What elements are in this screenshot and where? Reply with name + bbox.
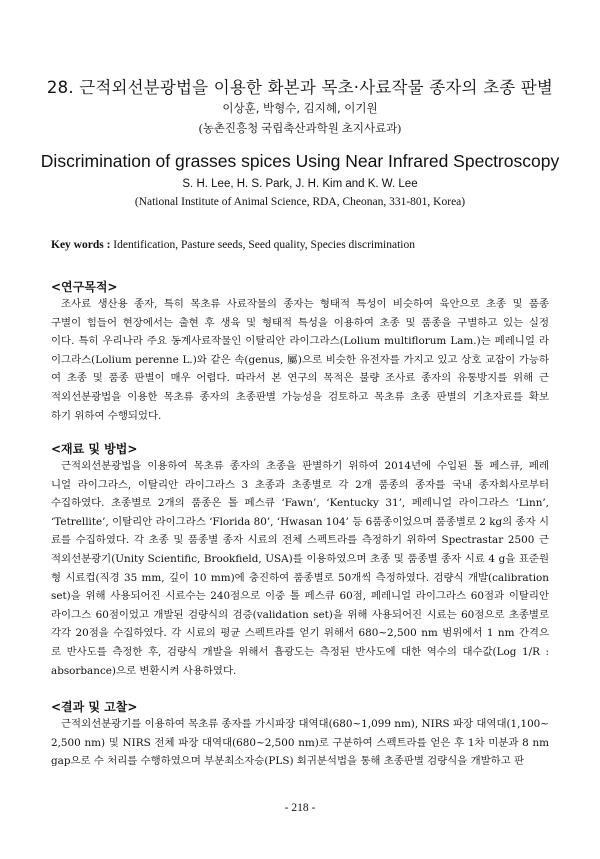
- section-heading-methods: <재료 및 방법>: [51, 442, 138, 456]
- paragraph-line: 각각 20점을 수집하였다. 각 시료의 평균 스펙트라를 얻기 위해서 680~2,500 nm 범위에서 1 nm 간격으: [51, 627, 549, 640]
- paragraph-line: 로 반사도를 측정한 후, 검량식 개발을 위해서 흡광도는 측정된 반사도에 대한 역수의 대수값(Log 1/R :: [51, 645, 549, 658]
- paragraph-line: 조사료 생산용 종자, 특히 목초류 사료작물의 종자는 형태적 특성이 비슷하여 육안으로 초종 및 품종: [61, 298, 549, 310]
- korean-affiliation: (농촌진흥청 국립축산과학원 초지사료과): [198, 123, 402, 135]
- paragraph-line: 적외선분광법을 이용한 목초류 종자의 초종판별 가능성을 검토하고 목초류 초종 판별의 기초자료를 확보: [51, 390, 549, 403]
- page-number: - 218 -: [284, 802, 316, 814]
- paragraph-line: 수집하였다. 초종별로 2개의 품종은 톨 페스큐 ‘Fawn’, ‘Kentucky 31’, 페레니얼 라이그라스 ‘Linn’,: [51, 497, 549, 510]
- paragraph-line: 근적외선분광법을 이용하여 목초류 종자의 초종을 판별하기 위하여 2014년에 수입된 톨 페스큐, 페레: [61, 460, 549, 472]
- korean-title: 28. 근적외선분광법을 이용한 화본과 목초·사료작물 종자의 초종 판별: [46, 78, 554, 97]
- section-body-results: [51, 715, 549, 771]
- paragraph-line: 니얼 라이그라스, 이탈리안 라이그라스 3 초종과 초종별로 각 2개 품종의 종자를 국내 종자회사로부터: [51, 478, 549, 491]
- paragraph-line: 여 초종 및 품종 판별이 매우 어렵다. 따라서 본 연구의 목적은 불량 조사료 종자의 유통방지를 위해 근: [51, 372, 549, 385]
- korean-authors: 이상훈, 박형수, 김지혜, 이기원: [222, 101, 378, 115]
- keywords-label: Key words :: [51, 239, 111, 251]
- english-authors: S. H. Lee, H. S. Park, J. H. Kim and K. W. Lee: [182, 178, 418, 190]
- paragraph-line: absorbance)으로 변환시켜 사용하였다.: [51, 664, 237, 677]
- paragraph-line: 형 시료컵(직경 35 mm, 깊이 10 mm)에 충진하여 품종별로 50개씩 측정하였다. 검량식 개발(calibration: [51, 571, 549, 584]
- keywords: [51, 239, 551, 251]
- keywords-text: Identification, Pasture seeds, Seed quality, Species discrimination: [110, 239, 415, 251]
- paragraph-line: 2,500 nm) 및 NIRS 전체 파장 대역대(680~2,500 nm)로 구분하여 스펙트라를 얻은 후 1차 미분과 8 nm: [51, 736, 549, 749]
- paragraph-line: 근적외선분광기를 이용하여 목초류 종자를 가시파장 대역대(680~1,099 nm), NIRS 파장 대역대(1,100~: [61, 718, 549, 730]
- paragraph-line: 이그라스(Lolium perenne L.)와 같은 속(genus, 屬)으로 비슷한 유전자를 가지고 있고 상호 교잡이 가능하: [51, 353, 549, 366]
- section-body-methods: [51, 457, 549, 680]
- paragraph-line: set)을 위해 사용되어진 시료수는 240점으로 이중 톨 페스큐 60점, 페레니얼 라이그라스 60점과 이탈리안: [51, 590, 549, 603]
- paragraph-line: ‘Tetrellite’, 이탈리안 라이그라스 ‘Florida 80’, ‘Hwasan 104’ 등 6품종이었으며 품종별로 2 kg의 종자 시: [51, 515, 549, 528]
- section-body-purpose: [51, 295, 549, 425]
- english-affiliation: (National Institute of Animal Science, RDA, Cheonan, 331-801, Korea): [134, 196, 466, 208]
- section-heading-purpose: <연구목적>: [51, 280, 118, 294]
- paragraph-line: 적외선분광기(Unity Scientific, Brookfield, USA)를 이용하였으며 초종 및 품종별 종자 시료 4 g을 표준원: [51, 552, 549, 565]
- section-heading-results: <결과 및 고찰>: [51, 700, 138, 714]
- paragraph-line: 라이그스 60점이었고 개발된 검량식의 검증(validation set)을 위해 사용되어진 시료는 60점으로 초종별로: [51, 608, 549, 621]
- paragraph-line: 하기 위하여 수행되었다.: [51, 409, 162, 422]
- paragraph-line: gap으로 수 처리를 수행하였으며 부분최소자승(PLS) 회귀분석법을 통해 초종판별 검량식을 개발하고 판: [51, 755, 525, 768]
- paragraph-line: 료를 수집하였다. 각 초종 및 품종별 종자 시료의 전체 스펙트라를 측정하기 위하여 Spectrastar 2500 근: [51, 534, 549, 547]
- paragraph-line: 구별이 힘들어 현장에서는 출현 후 생육 및 형태적 특성을 이용하여 초종 및 품종을 구별하고 있는 실정: [51, 316, 549, 329]
- paragraph-line: 이다. 특히 우리나라 주요 동계사료작물인 이탈리안 라이그라스(Lolium multiflorum Lam.)는 페레니얼 라: [51, 335, 549, 348]
- english-title: Discrimination of grasses spices Using Near Infrared Spectroscopy: [40, 151, 560, 171]
